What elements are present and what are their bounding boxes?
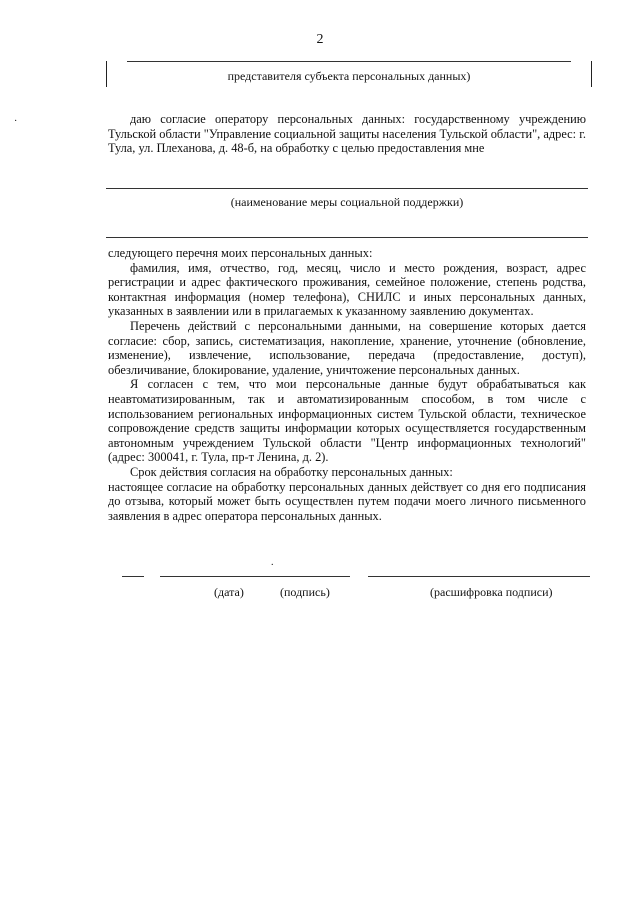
signature-label: (подпись) [280,585,330,599]
decoding-label: (расшифровка подписи) [430,585,553,599]
date-label: (дата) [214,585,244,599]
validity-text: настоящее согласие на обработку персональных данных действует со дня его подписания до отзыва, который может быть осуществлен путем подачи моего личного письменного заявления в адрес оператора персональных данных. [108,479,586,523]
date-line [122,576,144,577]
decoding-line [368,576,590,577]
support-measure-line [106,188,588,189]
representative-caption: представителя субъекта персональных данных) [227,69,471,83]
representative-line [127,61,571,62]
support-measure-caption: (наименование меры социальной поддержки) [230,195,464,209]
consent-paragraph: даю согласие оператору персональных данных: государственному учреждению Тульской области "Управление социальной защиты населения Тульской области", адрес: г. Тула, ул. Плеханова, д. 48-б, на обработку с целью предоставления мне [108,112,586,156]
main-text [108,246,586,523]
margin-mark: · [14,116,18,127]
actions-paragraph: Перечень действий с персональными данными, на совершение которых дается согласие: сбор, запись, систематизация, накопление, хранение, уточнение (обновление, изменение), извлечение, использование, передача (предоставление, доступ), обезличивание, блокирование, удаление, уничтожение персональных данных. [108,318,586,377]
representative-box [106,61,592,87]
page-number: 2 [316,32,324,47]
consent-block [108,112,586,156]
validity-title: Срок действия согласия на обработку персональных данных: [130,464,453,479]
list-intro: следующего перечня моих персональных данных: [108,246,373,260]
personal-data-list: фамилия, имя, отчество, год, месяц, число и место рождения, возраст, адрес регистрации и адрес фактического проживания, семейное положение, степень родства, контактная информация (номер телефона), СНИЛС и иных персональных данных, указанных в заявлении или в прилагаемых к указанному заявлению документах. [108,260,586,319]
separator-line [106,237,588,238]
signature-line [160,576,350,577]
processing-paragraph: Я согласен с тем, что мои персональные данные будут обрабатываться как неавтоматизированным, так и автоматизированным способом, в том числе с использованием региональных информационных систем Тульской области, техническое сопровождение средств защиты информации которых осуществляется государственным автономным учреждением Тульской области "Центр информационных технологий" (адрес: 300041, г. Тула, пр-т Ленина, д. 2). [108,377,586,465]
signature-dot: . [271,557,274,568]
